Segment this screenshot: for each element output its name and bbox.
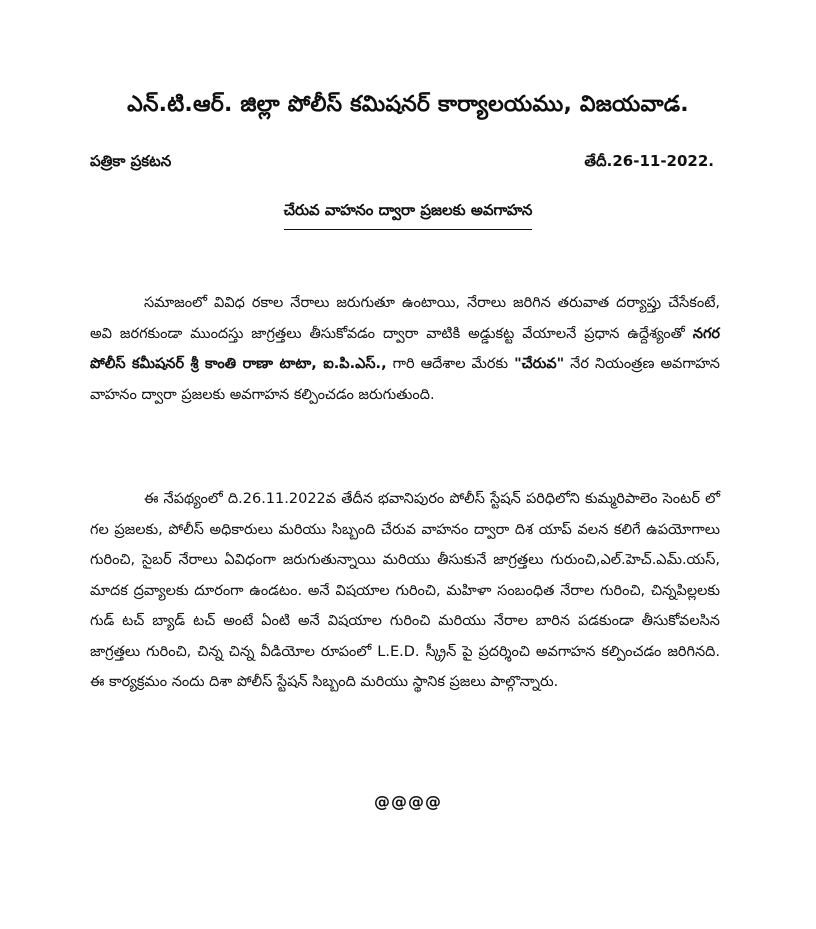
commissioner-name: నగర పోలీస్ కమీషనర్ శ్రీ కాంతి రాణా టాటా, ఐ.పి.ఎస్., — [90, 325, 720, 372]
office-title: ఎన్.టి.ఆర్. జిల్లా పోలీస్ కమిషనర్ కార్యాలయము, విజయవాడ. — [127, 92, 689, 117]
subject-heading — [0, 201, 816, 230]
paragraph-event — [90, 484, 720, 698]
subject-text: చేరువ వాహనం ద్వారా ప్రజలకు అవగాహన — [284, 201, 533, 230]
paragraph-intro-part-2: గారి ఆదేశాల మేరకు — [386, 356, 515, 372]
release-date: తేదీ.26-11-2022. — [584, 152, 714, 170]
cheruva-name: "చేరువ" — [514, 356, 565, 372]
paragraph-event-text: ఈ నేపథ్యంలో ది.26.11.2022వ తేదీన భవానిపురం పోలీస్ స్టేషన్ పరిధిలోని కుమ్మరిపాలెం సెంటర్ లో గల ప్రజలకు, పోలీస్ అధికారులు మరియు సిబ్బంది చేరువ వాహనం ద్వారా దిశ యాప్ వలన కలిగే ఉపయోగాలు గురించి, సైబర్ నేరాలు ఏవిధంగా జరుగుతున్నాయి మరియు తీసుకునే జాగ్రత్తలు గురుంచి,ఎల్.హెచ్.ఎమ్.యస్, మాదక ద్రవ్యాలకు దూరంగా ఉండటం. అనే విషయాల గురించి, మహిళా సంబంధిత నేరాల గురించి, చిన్నపిల్లలకు గుడ్ టచ్ బ్యాడ్ టచ్ అంటే ఏంటి అనే విషయాల గురించి మరియు నేరాల బారిన పడకుండా తీసుకోవలసిన జాగ్రత్తలు గురించి, చిన్న చిన్న వీడియోల రూపంలో L.E.D. స్క్రీన్ పై ప్రదర్శించి అవగాహన కల్పించడం జరిగినది. ఈ కార్యక్రమం నందు దిశా పోలీస్ స్టేషన్ సిబ్బంది మరియు స్థానిక ప్రజలు పాల్గొన్నారు. — [90, 491, 720, 690]
paragraph-intro — [90, 288, 720, 410]
paragraph-intro-part-3: నేర నియంత్రణ అవగాహన వాహనం ద్వారా ప్రజలకు అవగాహన కల్పించడం జరుగుతుంది. — [90, 356, 720, 403]
paragraph-intro-part-1: సమాజంలో వివిధ రకాల నేరాలు జరుగుతూ ఉంటాయి, నేరాలు జరిగిన తరువాత దర్యాప్తు చేసేకంటే, అవి జరగకుండా ముందస్తు జాగ్రత్తలు తీసుకోవడం ద్వారా వాటికి అడ్డుకట్ట వేయాలనే ప్రధాన ఉద్దేశ్యంతో — [90, 295, 720, 342]
press-release-label: పత్రికా ప్రకటన — [90, 152, 172, 170]
closing-mark: @@@@ — [374, 792, 442, 811]
meta-row — [90, 152, 714, 174]
